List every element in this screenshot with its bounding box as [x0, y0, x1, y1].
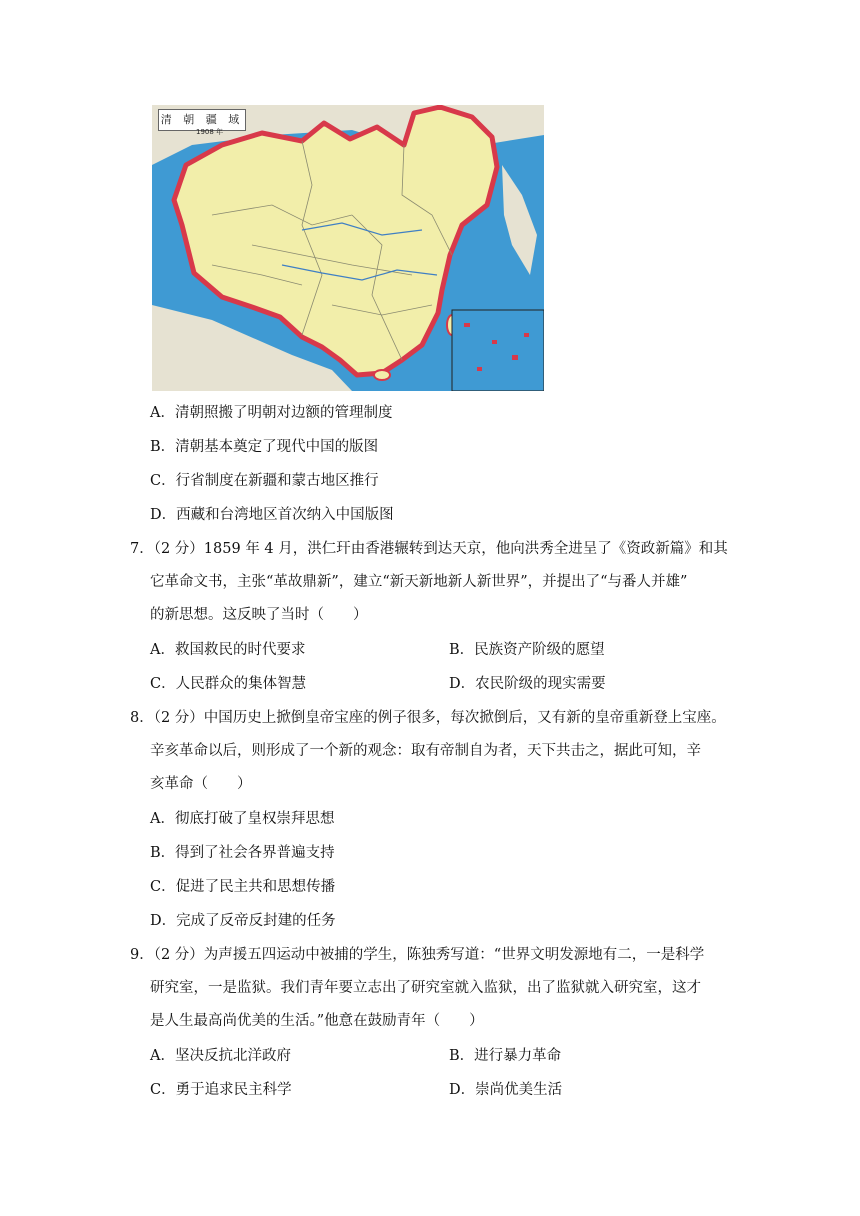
q7-stem-line-3: 的新思想。这反映了当时（ ） [150, 607, 368, 623]
q9-option-c: C．勇于追求民主科学 [150, 1082, 292, 1098]
hainan-island [374, 370, 390, 380]
q7-option-a: A．救国救民的时代要求 [150, 642, 306, 658]
q9-stem-line-3: 是人生最高尚优美的生活。”他意在鼓励青年（ ） [150, 1013, 484, 1029]
q6-option-a: A．清朝照搬了明朝对边额的管理制度 [150, 405, 393, 421]
q8-stem-line-3: 亥革命（ ） [150, 776, 252, 792]
q9-option-a: A．坚决反抗北洋政府 [150, 1048, 291, 1064]
q8-stem-line-1: 8．（2 分）中国历史上掀倒皇帝宝座的例子很多，每次掀倒后，又有新的皇帝重新登上宝座。 [130, 710, 726, 726]
q8-option-d: D．完成了反帝反封建的任务 [150, 913, 336, 929]
q6-option-c: C．行省制度在新疆和蒙古地区推行 [150, 473, 379, 489]
q9-stem-line-1: 9．（2 分）为声援五四运动中被捕的学生，陈独秀写道：“世界文明发源地有二，一是科学 [130, 947, 705, 963]
q8-option-b: B．得到了社会各界普遍支持 [150, 845, 335, 861]
qing-territory-map [152, 105, 544, 391]
q7-option-d: D．农民阶级的现实需要 [449, 676, 606, 692]
map-title: 清 朝 疆 域 [160, 113, 244, 126]
q7-option-c: C．人民群众的集体智慧 [150, 676, 307, 692]
map-year: 1908 年 [196, 128, 224, 136]
q7-stem-line-2: 它革命文书，主张“革故鼎新”，建立“新天新地新人新世界”，并提出了“与番人并雄” [150, 574, 688, 590]
q6-option-d: D．西藏和台湾地区首次纳入中国版图 [150, 507, 394, 523]
map-graphic [152, 105, 544, 391]
q6-option-b: B．清朝基本奠定了现代中国的版图 [150, 439, 379, 455]
q9-stem-line-2: 研究室，一是监狱。我们青年要立志出了研究室就入监狱，出了监狱就入研究室，这才 [150, 980, 701, 996]
q8-option-c: C．促进了民主共和思想传播 [150, 879, 336, 895]
q9-option-b: B．进行暴力革命 [449, 1048, 562, 1064]
q7-stem-line-1: 7．（2 分）1859 年 4 月，洪仁玕由香港辗转到达天京，他向洪秀全进呈了《资政新篇》和其 [130, 541, 728, 557]
south-sea-inset [452, 310, 544, 391]
q8-option-a: A．彻底打破了皇权崇拜思想 [150, 811, 335, 827]
q9-option-d: D．崇尚优美生活 [449, 1082, 563, 1098]
q8-stem-line-2: 辛亥革命以后，则形成了一个新的观念：取有帝制自为者，天下共击之，据此可知，辛 [150, 743, 701, 759]
q7-option-b: B．民族资产阶级的愿望 [449, 642, 605, 658]
